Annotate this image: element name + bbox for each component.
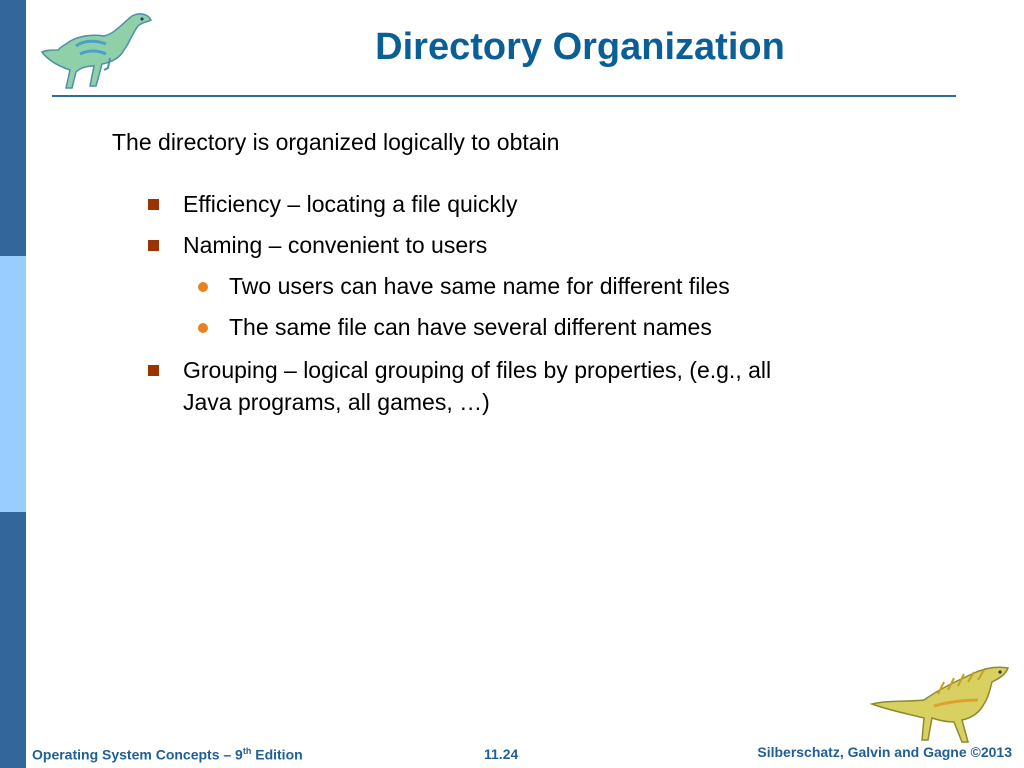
footer-page-number: 11.24 (484, 746, 519, 762)
footer-copyright: Silberschatz, Galvin and Gagne ©2013 (757, 744, 1012, 760)
dinosaur-logo-icon (36, 6, 156, 96)
bullet-item (183, 354, 771, 418)
footer-book-title-prefix: Operating System Concepts – 9 (32, 746, 243, 763)
sidebar-middle-band (0, 256, 26, 512)
square-bullet-icon (148, 240, 159, 251)
round-bullet-icon (198, 282, 208, 292)
footer-book-title-sup: th (242, 746, 252, 756)
sidebar-top-band (0, 0, 26, 256)
dinosaur-logo-icon (868, 660, 1018, 750)
intro-text: The directory is organized logically to obtain (112, 129, 560, 155)
footer-book-title-suffix: Edition (251, 746, 303, 763)
square-bullet-icon (148, 199, 159, 210)
sidebar-bottom-band (0, 512, 26, 768)
title-divider (52, 95, 956, 97)
square-bullet-icon (148, 365, 159, 376)
round-bullet-icon (198, 323, 208, 333)
footer-book-title (32, 746, 303, 763)
left-sidebar (0, 0, 26, 768)
slide-title: Directory Organization (375, 26, 785, 68)
bullet-item-line: Grouping – logical grouping of files by properties, (e.g., all (183, 357, 772, 383)
bullet-item-line: Java programs, all games, …) (183, 389, 490, 415)
sub-bullet-item: The same file can have several different names (229, 314, 712, 340)
bullet-item: Efficiency – locating a file quickly (183, 191, 518, 217)
sub-bullet-item: Two users can have same name for different files (229, 273, 730, 299)
bullet-item: Naming – convenient to users (183, 232, 488, 258)
